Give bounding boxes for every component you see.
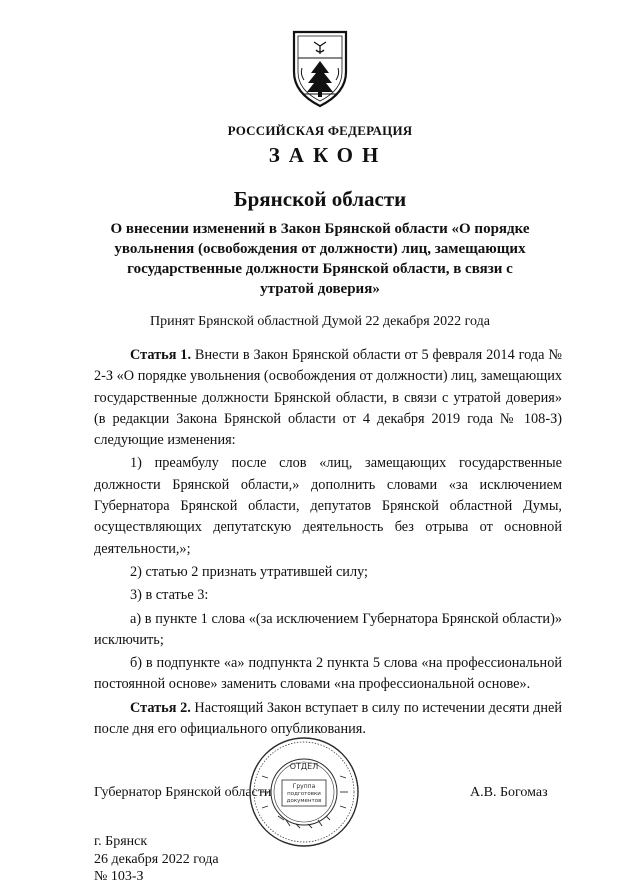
place-date-number xyxy=(94,833,219,886)
article-1 xyxy=(94,345,562,451)
article-2-text: Настоящий Закон вступает в силу по истечении десяти дней после дня его официального опубликования. xyxy=(94,699,562,738)
signatory-name: А.В. Богомаз xyxy=(470,785,548,800)
list-item: б) в подпункте «а» подпункта 2 пункта 5 слова «на профессиональной постоянной основе» заменить словами «на профессиональной основе». xyxy=(94,655,562,693)
article-1-text: Внести в Закон Брянской области от 5 февраля 2014 года № 2-З «О порядке увольнения (освобождения от должности) лиц, замещающих государственные должности Брянской области, в связи с утратой доверия» (в редакции Закона Брянской области от 4 декабря 2019 года № 108-З) следующие изменения: xyxy=(94,347,562,449)
stamp-text-line: документов xyxy=(286,798,322,804)
place-city: г. Брянск xyxy=(94,834,148,849)
list-item: 1) преамбулу после слов «лиц, замещающих государственные должности Брянской области,» дополнить словами «за исключением Губернатора Брянской области, депутатов Брянской областной Думы, осуществляющих депутатскую деятельность без отрыва от основной деятельности,»; xyxy=(94,455,562,557)
coat-of-arms-emblem xyxy=(288,28,352,108)
stamp-text-line: подготовки xyxy=(287,791,321,797)
signing-date: 26 декабря 2022 года xyxy=(94,851,219,867)
region-heading: Брянской области xyxy=(233,187,407,211)
list-item: 2) статью 2 признать утратившей силу; xyxy=(130,563,369,580)
article-1-label: Статья 1. xyxy=(130,347,192,363)
signatory-position: Губернатор Брянской области xyxy=(94,785,272,800)
list-item: 3) в статье 3: xyxy=(130,587,209,604)
law-body xyxy=(94,345,562,742)
law-title: О внесении изменений в Закон Брянской области «О порядке увольнения (освобождения от должности) лиц, замещающих государственные должности Брянской области, в связи с утратой доверия» xyxy=(110,221,530,297)
country-heading: РОССИЙСКАЯ ФЕДЕРАЦИЯ xyxy=(227,123,413,138)
list-item: а) в пункте 1 слова «(за исключением Губернатора Брянской области)» исключить; xyxy=(94,610,562,648)
article-2 xyxy=(94,698,562,741)
stamp-dept-text: ОТДЕЛ xyxy=(289,762,319,771)
law-number: № 103-З xyxy=(94,869,144,884)
article-2-label: Статья 2. xyxy=(130,699,191,716)
accepted-date-line: Принят Брянской областной Думой 22 декабря 2022 года xyxy=(150,314,490,329)
document-type-heading: ЗАКОН xyxy=(268,143,388,167)
official-stamp xyxy=(248,736,360,848)
stamp-text-line: Группа xyxy=(292,783,316,790)
